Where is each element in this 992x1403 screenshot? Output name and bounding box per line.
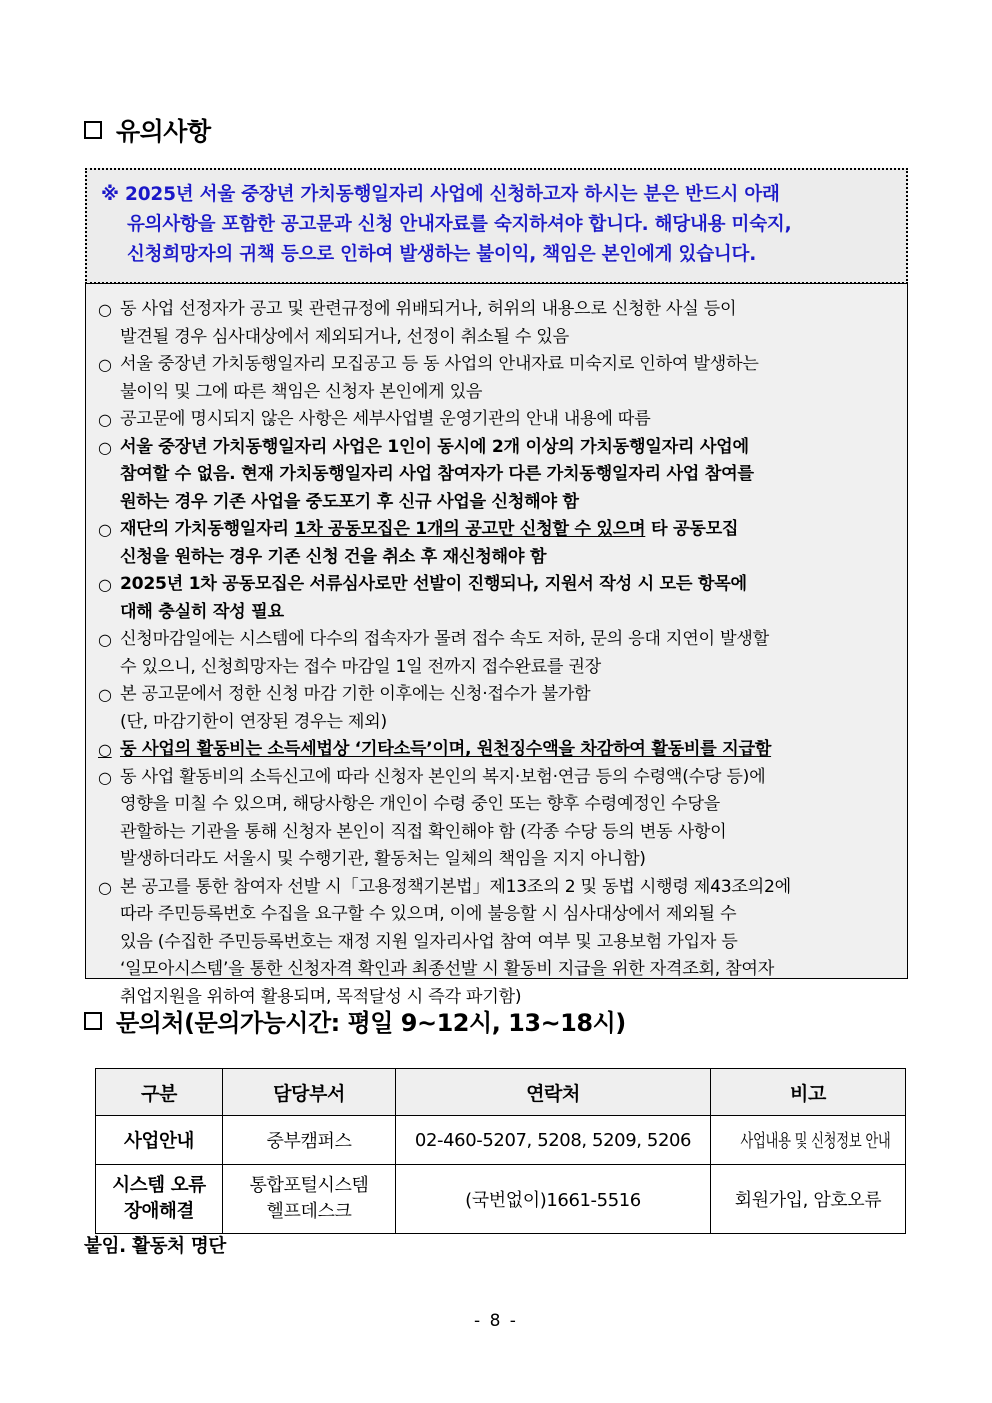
- notice-item: [98, 296, 897, 351]
- callout-line-1: [101, 180, 892, 210]
- cell-gubun-line-1: 시스템 오류: [112, 1175, 206, 1196]
- cell-note-text: 사업내용 및 신청정보 안내: [740, 1131, 891, 1152]
- cell-dept: [223, 1165, 396, 1234]
- page-number: - 8 -: [474, 1311, 518, 1331]
- notice-item-line: 원하는 경우 기존 사업을 중도포기 후 신규 사업을 신청해야 함: [120, 491, 579, 512]
- notice-item-line: 발견될 경우 심사대상에서 제외되거나, 선정이 취소될 수 있음: [120, 326, 569, 347]
- notice-item-text-underlined: 1차 공동모집은 1개의 공고만 신청할 수 있으며: [294, 519, 646, 539]
- notice-item-line: 취업지원을 위하여 활용되며, 목적달성 시 즉각 파기함): [120, 986, 522, 1007]
- circle-bullet-icon: ○: [98, 740, 112, 759]
- cell-note: 회원가입, 암호오류: [711, 1165, 906, 1234]
- notice-item-line: 수 있으니, 신청희망자는 접수 마감일 1일 전까지 접수완료를 권장: [120, 656, 601, 677]
- notice-item-body: [120, 406, 897, 434]
- notice-item-line: 공고문에 명시되지 않은 사항은 세부사업별 운영기관의 안내 내용에 따름: [120, 409, 651, 429]
- table-header-dept: 담당부서: [223, 1069, 396, 1116]
- notice-item-line: 동 사업 활동비의 소득신고에 따라 신청자 본인의 복지·보험·연금 등의 수령액(수당 등)에: [120, 766, 766, 787]
- notice-heading-text: 유의사항: [116, 117, 211, 146]
- table-header-row: [96, 1069, 906, 1116]
- notice-item-line: 본 공고를 통한 참여자 선발 시「고용정책기본법」제13조의 2 및 동법 시행령 제43조의2에: [120, 876, 791, 897]
- notice-item: [98, 351, 897, 406]
- section-heading-contact: [84, 1003, 626, 1038]
- table-header-note: 비고: [711, 1069, 906, 1116]
- square-marker-icon: [84, 1012, 102, 1030]
- notice-item-body: [120, 571, 897, 626]
- notice-item: [98, 434, 897, 517]
- callout-line-3: 신청희망자의 귀책 등으로 인하여 발생하는 불이익, 책임은 본인에게 있습니다.: [127, 244, 757, 265]
- notice-callout-box: [85, 168, 908, 284]
- circle-bullet-icon: ○: [98, 630, 112, 649]
- notice-item-line: 신청마감일에는 시스템에 다수의 접속자가 몰려 접수 속도 저하, 문의 응대 지연이 발생할: [120, 629, 769, 649]
- notice-item-body: [120, 351, 897, 406]
- cell-dept-line-2: 헬프데스크: [266, 1201, 352, 1222]
- notice-item-line: ‘일모아시스템’을 통한 신청자격 확인과 최종선발 시 활동비 지급을 위한 자격조회, 참여자: [120, 959, 775, 979]
- notice-item: [98, 874, 897, 1012]
- cell-gubun: 사업안내: [96, 1116, 223, 1165]
- cell-gubun-line-2: 장애해결: [124, 1201, 194, 1222]
- notice-item-body: [120, 626, 897, 681]
- table-header-gubun: 구분: [96, 1069, 223, 1116]
- table-header-tel: 연락처: [396, 1069, 711, 1116]
- notice-item: [98, 406, 897, 434]
- notice-item-line: 발생하더라도 서울시 및 수행기관, 활동처는 일체의 책임을 지지 아니함): [120, 849, 646, 869]
- notice-item: [98, 571, 897, 626]
- notice-item-line: 서울 중장년 가치동행일자리 사업은 1인이 동시에 2개 이상의 가치동행일자리 사업에: [120, 436, 749, 457]
- notice-item: [98, 764, 897, 874]
- attachment-note: 붙임. 활동처 명단: [84, 1236, 227, 1257]
- notice-item-line: 대해 충실히 작성 필요: [120, 601, 284, 622]
- cell-dept: 중부캠퍼스: [223, 1116, 396, 1165]
- circle-bullet-icon: ○: [98, 355, 112, 374]
- contact-heading-text: 문의처(문의가능시간: 평일 9~12시, 13~18시): [116, 1009, 626, 1037]
- contact-table: [95, 1068, 906, 1234]
- notice-item-line: (단, 마감기한이 연장된 경우는 제외): [120, 711, 387, 732]
- notice-item-line: 동 사업의 활동비는 소득세법상 ‘기타소득’이며, 원천징수액을 차감하여 활동비를 지급함: [120, 739, 772, 759]
- circle-bullet-icon: ○: [98, 877, 112, 897]
- cell-tel: (국번없이)1661-5516: [396, 1165, 711, 1234]
- notice-item: [98, 516, 897, 571]
- notice-item-body: [120, 434, 897, 517]
- table-row: [96, 1116, 906, 1165]
- notice-item-body: [120, 764, 897, 874]
- cell-note: [711, 1116, 906, 1165]
- cell-dept-line-1: 통합포털시스템: [249, 1175, 369, 1196]
- circle-bullet-icon: ○: [98, 685, 112, 704]
- circle-bullet-icon: ○: [98, 575, 112, 594]
- notice-items-box: [85, 283, 908, 1007]
- notice-item: [98, 736, 897, 764]
- notice-item-line: 영향을 미칠 수 있으며, 해당사항은 개인이 수령 중인 또는 향후 수령예정인 수당을: [120, 794, 720, 814]
- notice-item: [98, 626, 897, 681]
- notice-item-text-prefix: 재단의 가치동행일자리: [120, 519, 295, 539]
- notice-item-line: 불이익 및 그에 따른 책임은 신청자 본인에게 있음: [120, 381, 483, 402]
- notice-item-line: 관할하는 기관을 통해 신청자 본인이 직접 확인해야 함 (각종 수당 등의 변동 사항이: [120, 821, 727, 842]
- notice-item-body: [120, 874, 897, 1012]
- notice-item-body: [120, 296, 897, 351]
- notice-item-line: 신청을 원하는 경우 기존 신청 건을 취소 후 재신청해야 함: [120, 546, 547, 567]
- cell-gubun: [96, 1165, 223, 1234]
- notice-item-line: 본 공고문에서 정한 신청 마감 기한 이후에는 신청·접수가 불가함: [120, 684, 591, 704]
- notice-item-line: 따라 주민등록번호 수집을 요구할 수 있으며, 이에 불응할 시 심사대상에서 제외될 수: [120, 904, 737, 924]
- callout-line-2: 유의사항을 포함한 공고문과 신청 안내자료를 숙지하셔야 합니다. 해당내용 미숙지,: [127, 214, 792, 235]
- notice-item-body: [120, 736, 897, 764]
- notice-item-line: 동 사업 선정자가 공고 및 관련규정에 위배되거나, 허위의 내용으로 신청한 사실 등이: [120, 299, 737, 319]
- notice-item-body: [120, 681, 897, 736]
- cell-tel: 02-460-5207, 5208, 5209, 5206: [396, 1116, 711, 1165]
- section-heading-notice: [84, 112, 211, 148]
- notice-item-line: 서울 중장년 가치동행일자리 모집공고 등 동 사업의 안내자료 미숙지로 인하여 발생하는: [120, 354, 759, 374]
- circle-bullet-icon: ○: [98, 437, 112, 457]
- notice-item-line: 있음 (수집한 주민등록번호는 재정 지원 일자리사업 참여 여부 및 고용보험 가입자 등: [120, 931, 738, 952]
- notice-item-body: [120, 516, 897, 571]
- table-row: [96, 1165, 906, 1234]
- circle-bullet-icon: ○: [98, 410, 112, 429]
- callout-symbol-icon: ※: [101, 184, 119, 205]
- notice-item-line: 참여할 수 없음. 현재 가치동행일자리 사업 참여자가 다른 가치동행일자리 사업 참여를: [120, 464, 754, 484]
- circle-bullet-icon: ○: [98, 300, 112, 319]
- notice-item-text-suffix: 타 공동모집: [645, 519, 739, 539]
- square-marker-icon: [84, 121, 102, 139]
- notice-item-line: 2025년 1차 공동모집은 서류심사로만 선발이 진행되나, 지원서 작성 시 모든 항목에: [120, 574, 747, 594]
- notice-item: [98, 681, 897, 736]
- notice-item-line: [120, 519, 738, 539]
- callout-line-1-text: 2025년 서울 중장년 가치동행일자리 사업에 신청하고자 하시는 분은 반드시 아래: [125, 184, 780, 205]
- circle-bullet-icon: ○: [98, 767, 112, 787]
- circle-bullet-icon: ○: [98, 520, 112, 539]
